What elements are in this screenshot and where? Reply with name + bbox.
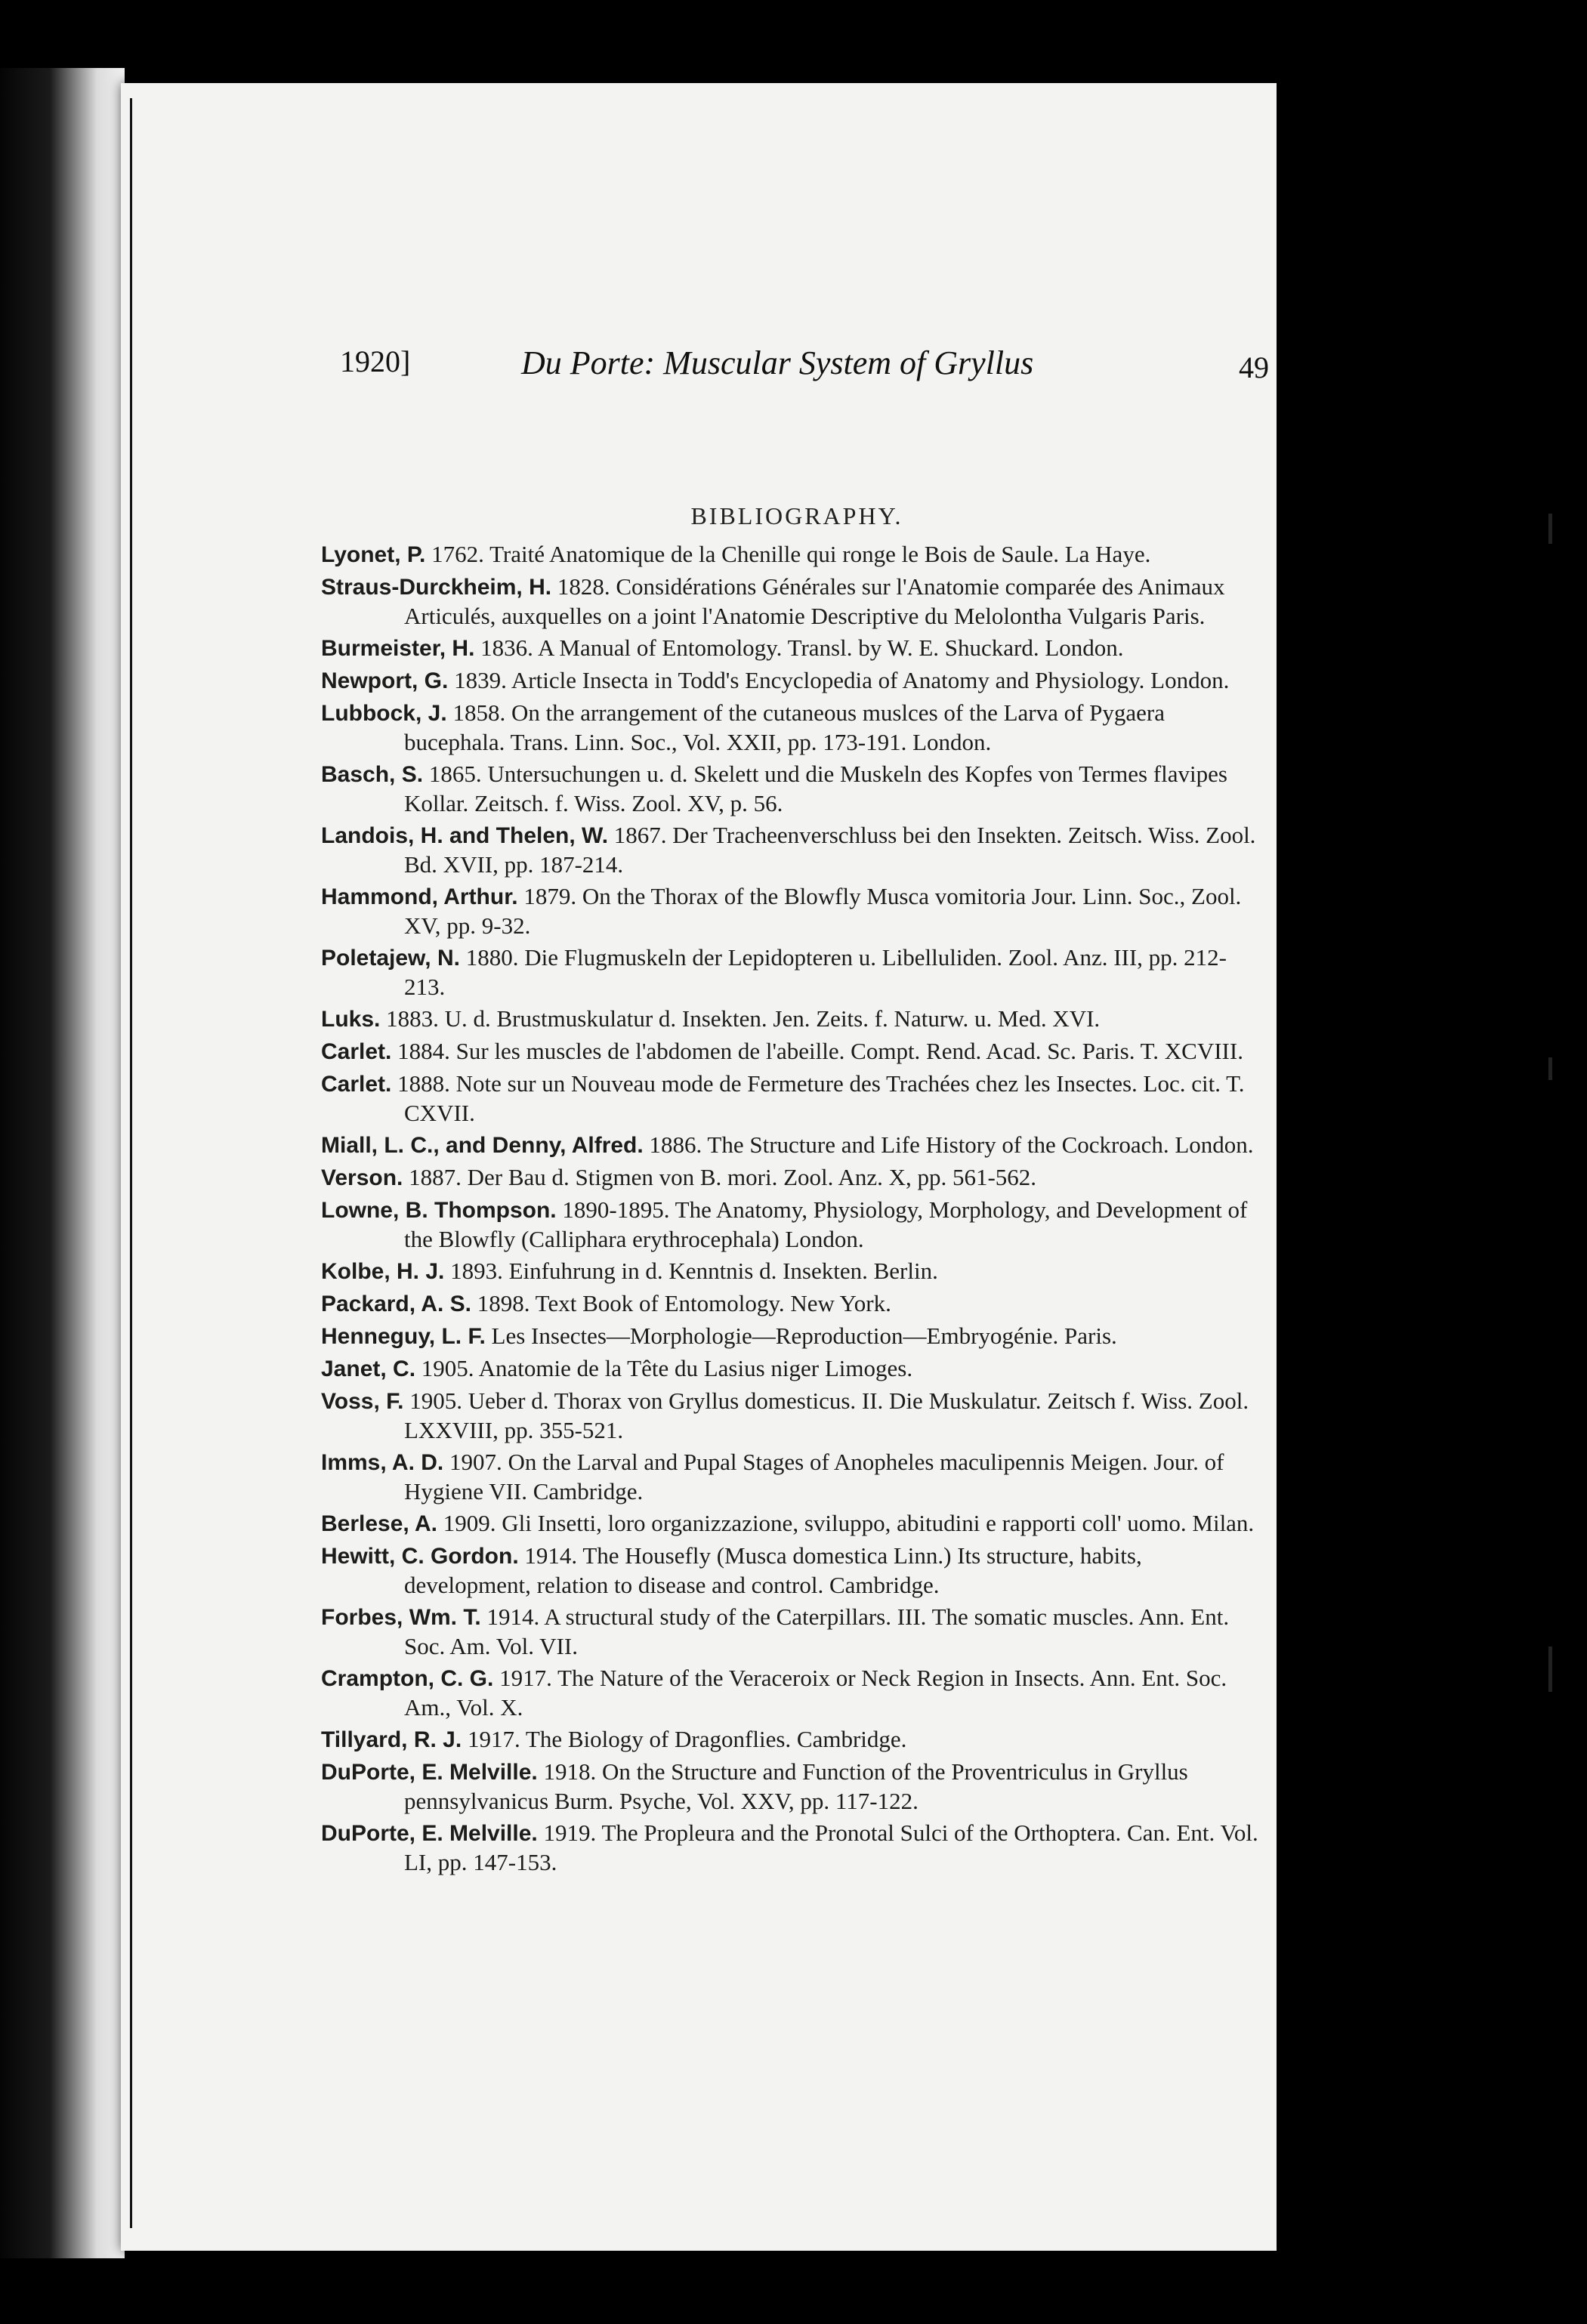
entry-text: 1865. Untersuchungen u. d. Skelett und die Muskeln des Kopfes von Termes flavipes Kollar. Zeitsch. f. Wiss. Zool. XV, p. 56. (404, 761, 1227, 816)
bibliography-entry (321, 1196, 1265, 1254)
bibliography-entry (321, 573, 1265, 631)
entry-text: 1828. Considérations Générales sur l'Anatomie comparée des Animaux Articulés, auxquelles on a joint l'Anatomie Descriptive du Melolontha Vulgaris Paris. (404, 573, 1225, 629)
entry-text: 1762. Traité Anatomique de la Chenille qui ronge le Bois de Saule. La Haye. (431, 541, 1151, 567)
bibliography-entry (321, 1758, 1265, 1816)
entry-author: Lubbock, J. (321, 701, 447, 726)
page-fold-line (130, 98, 132, 2228)
entry-author: Tillyard, R. J. (321, 1727, 462, 1752)
entry-author: Forbes, Wm. T. (321, 1605, 481, 1630)
bibliography-entry (321, 699, 1265, 757)
entry-text: 1888. Note sur un Nouveau mode de Fermeture des Trachées chez les Insectes. Loc. cit. T. CXVII. (397, 1070, 1245, 1126)
entry-author: Lyonet, P. (321, 542, 426, 567)
entry-author: DuPorte, E. Melville. (321, 1821, 538, 1846)
bibliography-entry (321, 1037, 1265, 1066)
bibliography-entry (321, 1005, 1265, 1034)
header-year: 1920] (340, 344, 411, 378)
bibliography-entry (321, 1322, 1265, 1351)
entry-text: 1919. The Propleura and the Pronotal Sulci of the Orthoptera. Can. Ent. Vol. LI, pp. 147-153. (404, 1819, 1258, 1875)
bibliography-list (321, 540, 1265, 1880)
scan-shadow-left (0, 68, 125, 2258)
entry-text: 1879. On the Thorax of the Blowfly Musca vomitoria Jour. Linn. Soc., Zool. XV, pp. 9-32. (404, 883, 1242, 939)
entry-author: Carlet. (321, 1072, 392, 1097)
bibliography-entry (321, 821, 1265, 879)
bibliography-entry (321, 1387, 1265, 1445)
bibliography-entry (321, 666, 1265, 696)
entry-text: 1905. Ueber d. Thorax von Gryllus domesticus. II. Die Muskulatur. Zeitsch f. Wiss. Zool. LXXVIII, pp. 355-521. (404, 1387, 1249, 1443)
entry-text: 1886. The Structure and Life History of the Cockroach. London. (649, 1131, 1254, 1158)
entry-text: 1867. Der Tracheenverschluss bei den Insekten. Zeitsch. Wiss. Zool. Bd. XVII, pp. 187-214. (404, 822, 1256, 878)
entry-text: 1858. On the arrangement of the cutaneous muslces of the Larva of Pygaera bucephala. Trans. Linn. Soc., Vol. XXII, pp. 173-191. London. (404, 699, 1166, 755)
bibliography-entry (321, 1664, 1265, 1722)
bibliography-entry (321, 1163, 1265, 1193)
entry-author: Newport, G. (321, 668, 449, 693)
scan-speck (1548, 1057, 1552, 1080)
entry-author: Landois, H. and Thelen, W. (321, 823, 609, 848)
entry-text: 1909. Gli Insetti, loro organizzazione, sviluppo, abitudini e rapporti coll' uomo. Milan. (443, 1510, 1255, 1536)
entry-author: Verson. (321, 1165, 403, 1190)
page-number: 49 (1239, 350, 1269, 384)
bibliography-heading: BIBLIOGRAPHY. (690, 502, 903, 529)
entry-author: Crampton, C. G. (321, 1666, 494, 1691)
bibliography-entry (321, 882, 1265, 940)
bibliography-entry (321, 1509, 1265, 1539)
entry-text: 1890-1895. The Anatomy, Physiology, Morphology, and Development of the Blowfly (Calliphara erythrocephala) London. (404, 1196, 1248, 1252)
entry-text: 1893. Einfuhrung in d. Kenntnis d. Insekten. Berlin. (450, 1258, 938, 1284)
entry-text: 1918. On the Structure and Function of the Proventriculus in Gryllus pennsylvanicus Burm. Psyche, Vol. XXV, pp. 117-122. (404, 1758, 1188, 1814)
header-title: Du Porte: Muscular System of Gryllus (521, 344, 1034, 381)
entry-text: 1914. The Housefly (Musca domestica Linn.) Its structure, habits, development, relation to disease and control. Cambridge. (404, 1542, 1142, 1598)
entry-author: Luks. (321, 1007, 381, 1032)
bibliography-entry (321, 1448, 1265, 1506)
entry-author: Hewitt, C. Gordon. (321, 1544, 519, 1569)
entry-author: Packard, A. S. (321, 1292, 471, 1316)
scan-speck (1548, 1647, 1552, 1692)
entry-text: 1905. Anatomie de la Tête du Lasius niger Limoges. (421, 1355, 913, 1381)
entry-text: 1887. Der Bau d. Stigmen von B. mori. Zool. Anz. X, pp. 561-562. (409, 1164, 1037, 1190)
bibliography-entry (321, 1725, 1265, 1755)
bibliography-entry (321, 1819, 1265, 1877)
entry-author: Miall, L. C., and Denny, Alfred. (321, 1133, 644, 1158)
entry-author: Berlese, A. (321, 1511, 437, 1536)
bibliography-entry (321, 1603, 1265, 1661)
entry-text: 1883. U. d. Brustmuskulatur d. Insekten. Jen. Zeits. f. Naturw. u. Med. XVI. (386, 1005, 1101, 1032)
running-header (219, 344, 1292, 397)
entry-author: Voss, F. (321, 1389, 404, 1414)
entry-author: Janet, C. (321, 1356, 416, 1381)
entry-author: Henneguy, L. F. (321, 1324, 486, 1349)
entry-text: 1907. On the Larval and Pupal Stages of Anopheles maculipennis Meigen. Jour. of Hygiene VII. Cambridge. (404, 1449, 1224, 1505)
bibliography-entry (321, 1131, 1265, 1160)
bibliography-entry (321, 943, 1265, 1002)
entry-text: 1898. Text Book of Entomology. New York. (477, 1290, 891, 1316)
bibliography-entry (321, 1069, 1265, 1128)
entry-text: 1839. Article Insecta in Todd's Encyclopedia of Anatomy and Physiology. London. (454, 667, 1230, 693)
entry-author: Imms, A. D. (321, 1450, 444, 1475)
scan-speck (1548, 514, 1552, 544)
entry-text: 1917. The Biology of Dragonflies. Cambridge. (467, 1726, 907, 1752)
entry-author: Kolbe, H. J. (321, 1259, 445, 1284)
entry-author: Hammond, Arthur. (321, 884, 518, 909)
bibliography-entry (321, 1257, 1265, 1286)
bibliography-entry (321, 634, 1265, 663)
entry-text: Les Insectes—Morphologie—Reproduction—Embryogénie. Paris. (491, 1322, 1117, 1349)
entry-author: DuPorte, E. Melville. (321, 1760, 538, 1785)
entry-author: Carlet. (321, 1039, 392, 1064)
entry-author: Burmeister, H. (321, 636, 475, 661)
bibliography-entry (321, 760, 1265, 818)
entry-author: Lowne, B. Thompson. (321, 1198, 557, 1223)
bibliography-entry (321, 540, 1265, 569)
entry-author: Poletajew, N. (321, 946, 460, 971)
entry-text: 1880. Die Flugmuskeln der Lepidopteren u. Libelluliden. Zool. Anz. III, pp. 212-213. (404, 944, 1227, 1000)
bibliography-entry (321, 1354, 1265, 1384)
entry-text: 1914. A structural study of the Caterpillars. III. The somatic muscles. Ann. Ent. Soc. Am. Vol. VII. (404, 1603, 1230, 1659)
entry-text: 1917. The Nature of the Veraceroix or Neck Region in Insects. Ann. Ent. Soc. Am., Vol. X. (404, 1665, 1227, 1721)
entry-text: 1836. A Manual of Entomology. Transl. by W. E. Shuckard. London. (480, 634, 1124, 661)
entry-author: Straus-Durckheim, H. (321, 575, 552, 600)
entry-text: 1884. Sur les muscles de l'abdomen de l'abeille. Compt. Rend. Acad. Sc. Paris. T. XCVIII. (397, 1038, 1243, 1064)
bibliography-entry (321, 1289, 1265, 1319)
bibliography-entry (321, 1542, 1265, 1600)
entry-author: Basch, S. (321, 762, 424, 787)
